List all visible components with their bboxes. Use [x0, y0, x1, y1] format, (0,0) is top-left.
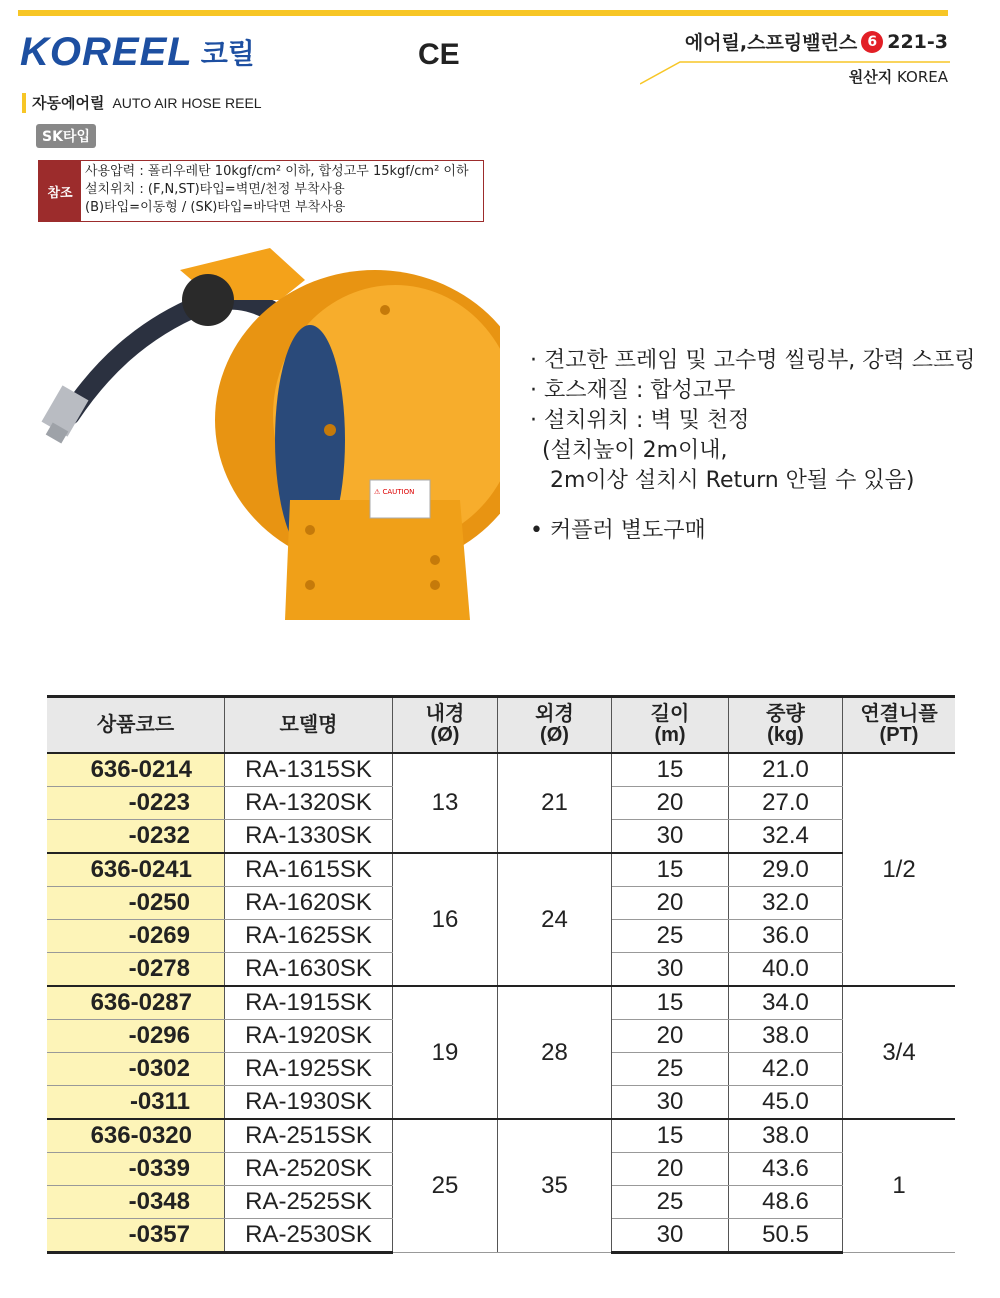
cell-length: 25: [612, 920, 729, 953]
cell-weight: 36.0: [729, 920, 843, 953]
product-image: [40, 240, 500, 640]
col-header-outer-dia: 외경 (Ø): [498, 697, 612, 754]
table-row: [47, 853, 955, 887]
cell-outer-dia: 24: [498, 853, 612, 986]
cell-inner-dia: 19: [393, 986, 498, 1119]
feature-item: · 견고한 프레임 및 고수명 씰링부, 강력 스프링: [530, 348, 976, 373]
cell-code: -0357: [47, 1219, 225, 1253]
cell-code: 636-0320: [47, 1119, 225, 1153]
cell-model: RA-1930SK: [225, 1086, 393, 1120]
feature-item: · 설치위치 : 벽 및 천정: [530, 408, 750, 433]
brand-logo: [20, 30, 255, 74]
cell-weight: 38.0: [729, 1020, 843, 1053]
category-page: 221-3: [887, 30, 948, 53]
table-header-row: [47, 697, 955, 754]
category-heading: [685, 28, 948, 55]
brand-name: KOREEL: [20, 29, 193, 74]
cell-length: 30: [612, 953, 729, 987]
table-body: [47, 753, 955, 1253]
feature-item: · 호스재질 : 합성고무: [530, 378, 736, 403]
section-title-en: AUTO AIR HOSE REEL: [112, 94, 262, 111]
col-header-weight: 중량 (kg): [729, 697, 843, 754]
cell-model: RA-1615SK: [225, 853, 393, 887]
table-row: [47, 753, 955, 787]
cell-weight: 29.0: [729, 853, 843, 887]
note-body: [81, 161, 473, 221]
cell-nipple: 1/2: [843, 753, 956, 986]
cell-inner-dia: 25: [393, 1119, 498, 1253]
cell-code: -0269: [47, 920, 225, 953]
cell-length: 20: [612, 1020, 729, 1053]
cell-weight: 34.0: [729, 986, 843, 1020]
cell-length: 15: [612, 1119, 729, 1153]
cell-weight: 45.0: [729, 1086, 843, 1120]
cell-model: RA-1625SK: [225, 920, 393, 953]
cell-weight: 43.6: [729, 1153, 843, 1186]
cell-model: RA-1320SK: [225, 787, 393, 820]
table-row: [47, 1119, 955, 1153]
cell-code: 636-0241: [47, 853, 225, 887]
feature-item: • 커플러 별도구매: [530, 518, 706, 543]
cell-outer-dia: 35: [498, 1119, 612, 1253]
spec-table: [47, 695, 955, 1254]
cell-code: -0278: [47, 953, 225, 987]
cell-length: 25: [612, 1186, 729, 1219]
cell-model: RA-1920SK: [225, 1020, 393, 1053]
cell-weight: 48.6: [729, 1186, 843, 1219]
cell-length: 20: [612, 787, 729, 820]
category-label: 에어릴,스프링밸런스: [684, 32, 858, 54]
col-header-inner-dia: 내경 (Ø): [393, 697, 498, 754]
cell-length: 15: [612, 986, 729, 1020]
cell-code: -0311: [47, 1086, 225, 1120]
cell-code: 636-0287: [47, 986, 225, 1020]
cell-model: RA-2520SK: [225, 1153, 393, 1186]
origin-value: KOREA: [897, 68, 948, 86]
cell-model: RA-1315SK: [225, 753, 393, 787]
cell-model: RA-2525SK: [225, 1186, 393, 1219]
note-line: 사용압력 : 폴리우레탄 10kgf/cm² 이하, 합성고무 15kgf/cm² 이하: [85, 164, 469, 179]
cell-length: 30: [612, 1219, 729, 1253]
cell-weight: 21.0: [729, 753, 843, 787]
cell-model: RA-1915SK: [225, 986, 393, 1020]
cell-length: 30: [612, 1086, 729, 1120]
table-row: [47, 986, 955, 1020]
type-tag: SK타입: [36, 124, 96, 148]
cell-model: RA-1630SK: [225, 953, 393, 987]
cell-model: RA-1330SK: [225, 820, 393, 854]
cell-length: 20: [612, 1153, 729, 1186]
origin: [849, 66, 948, 87]
cell-inner-dia: 13: [393, 753, 498, 853]
cell-weight: 40.0: [729, 953, 843, 987]
cell-weight: 42.0: [729, 1053, 843, 1086]
cell-nipple: 3/4: [843, 986, 956, 1119]
reference-note: [38, 160, 484, 222]
feature-item: 2m이상 설치시 Return 안될 수 있음): [550, 468, 915, 493]
cell-length: 25: [612, 1053, 729, 1086]
cell-weight: 27.0: [729, 787, 843, 820]
col-header-nipple: 연결니플 (PT): [843, 697, 956, 754]
cell-code: -0232: [47, 820, 225, 854]
cell-code: -0302: [47, 1053, 225, 1086]
origin-label: 원산지: [848, 68, 893, 86]
feature-item: (설치높이 2m이내,: [542, 438, 728, 463]
cell-length: 15: [612, 853, 729, 887]
note-label: 참조: [39, 161, 81, 221]
cell-inner-dia: 16: [393, 853, 498, 986]
cell-length: 20: [612, 887, 729, 920]
col-header-length: 길이 (m): [612, 697, 729, 754]
cell-weight: 32.4: [729, 820, 843, 854]
svg-text:⚠ CAUTION: ⚠ CAUTION: [374, 488, 415, 496]
cell-model: RA-2515SK: [225, 1119, 393, 1153]
col-header-model: 모델명: [225, 697, 393, 754]
cell-weight: 32.0: [729, 887, 843, 920]
cell-code: -0223: [47, 787, 225, 820]
cell-weight: 38.0: [729, 1119, 843, 1153]
cell-weight: 50.5: [729, 1219, 843, 1253]
cell-nipple: 1: [843, 1119, 956, 1253]
section-marker: [22, 93, 26, 113]
note-line: (B)타입=이동형 / (SK)타입=바닥면 부착사용: [85, 200, 346, 215]
cell-length: 15: [612, 753, 729, 787]
cell-code: -0339: [47, 1153, 225, 1186]
ce-mark: CE: [418, 38, 460, 71]
cell-code: -0296: [47, 1020, 225, 1053]
cell-outer-dia: 21: [498, 753, 612, 853]
note-line: 설치위치 : (F,N,ST)타입=벽면/천정 부착사용: [85, 182, 345, 197]
brand-name-korean: 코릴: [200, 37, 255, 70]
category-number-badge: 6: [861, 31, 883, 53]
cell-model: RA-1925SK: [225, 1053, 393, 1086]
cell-outer-dia: 28: [498, 986, 612, 1119]
col-header-code: 상품코드: [47, 697, 225, 754]
cell-model: RA-2530SK: [225, 1219, 393, 1253]
feature-list: [530, 346, 975, 546]
cell-model: RA-1620SK: [225, 887, 393, 920]
cell-code: -0250: [47, 887, 225, 920]
section-title: [22, 92, 262, 113]
top-accent-bar: [18, 10, 948, 16]
section-title-ko: 자동에어릴: [32, 94, 105, 112]
cell-code: 636-0214: [47, 753, 225, 787]
cell-code: -0348: [47, 1186, 225, 1219]
cell-length: 30: [612, 820, 729, 854]
